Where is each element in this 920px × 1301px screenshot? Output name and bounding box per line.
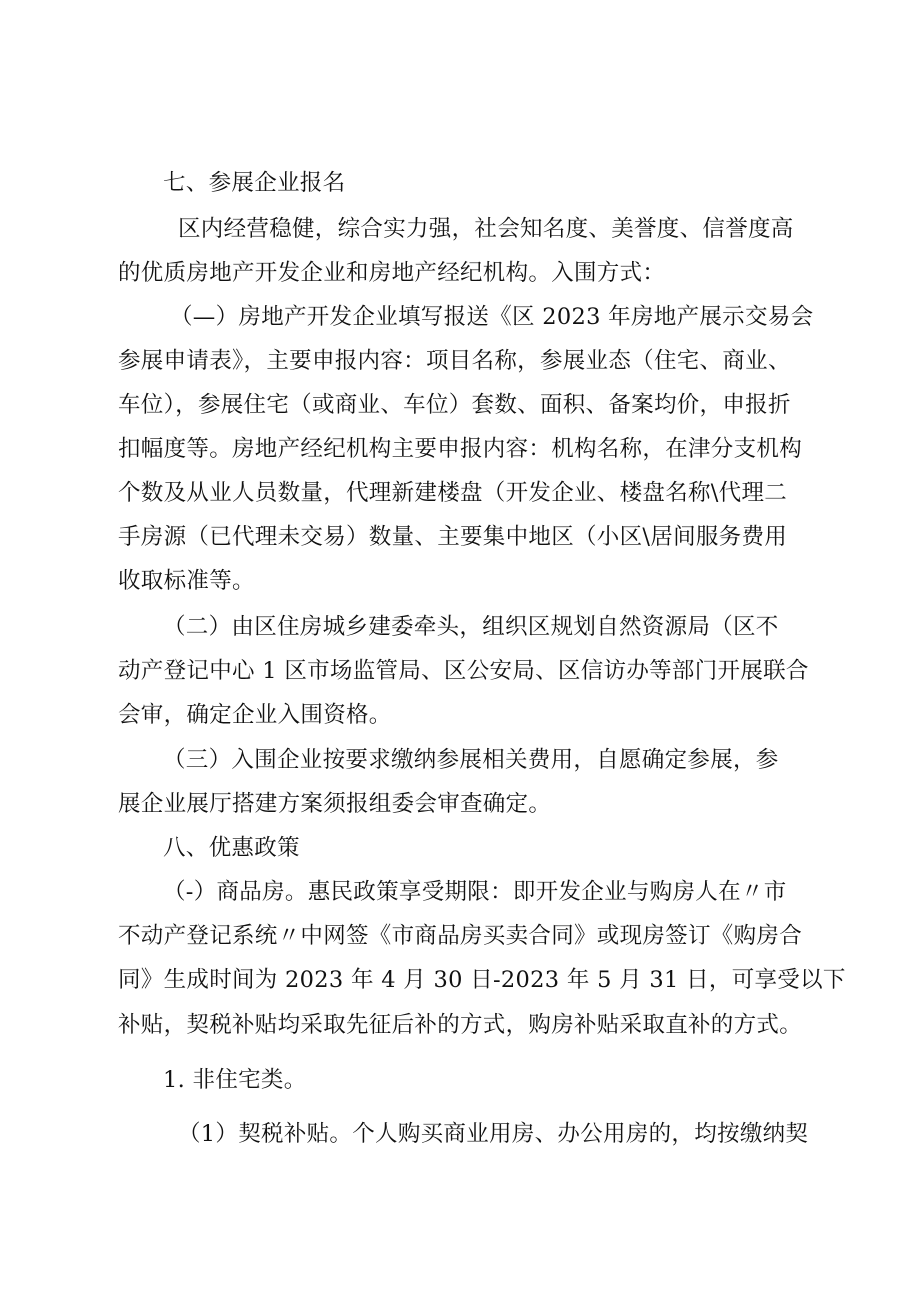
paragraph-line: （1）契税补贴。个人购买商业用房、办公用房的，均按缴纳契: [178, 1121, 809, 1147]
paragraph-line: 收取标准等。: [118, 568, 255, 594]
subsection-heading: 1. 非住宅类。: [163, 1067, 307, 1093]
paragraph-line: 手房源（已代理未交易）数量、主要集中地区（小区\居间服务费用: [118, 524, 788, 550]
paragraph-line: （三）入围企业按要求缴纳参展相关费用，自愿确定参展，参: [163, 747, 779, 773]
paragraph-line: 补贴，契税补贴均采取先征后补的方式，购房补贴采取直补的方式。: [118, 1012, 803, 1038]
paragraph-line: 扣幅度等。房地产经纪机构主要申报内容：机构名称，在津分支机构: [118, 436, 803, 462]
paragraph-line: 展企业展厅搭建方案须报组委会审查确定。: [118, 791, 552, 817]
paragraph-line: 同》生成时间为 2023 年 4 月 30 日-2023 年 5 月 31 日，可享受以下: [118, 967, 846, 993]
paragraph-line: （二）由区住房城乡建委牵头，组织区规划自然资源局（区不: [163, 614, 779, 640]
paragraph-line: （—）房地产开发企业填写报送《区 2023 年房地产展示交易会: [170, 304, 814, 330]
section-heading-8: 八、优惠政策: [163, 835, 300, 861]
paragraph-line: 的优质房地产开发企业和房地产经纪机构。入围方式：: [118, 260, 666, 286]
paragraph-line: （-）商品房。惠民政策享受期限：即开发企业与购房人在〃市: [163, 879, 787, 905]
paragraph-line: 区内经营稳健，综合实力强，社会知名度、美誉度、信誉度高: [178, 216, 794, 242]
paragraph-line: 个数及从业人员数量，代理新建楼盘（开发企业、楼盘名称\代理二: [118, 480, 788, 506]
paragraph-line: 会审，确定企业入围资格。: [118, 702, 392, 728]
paragraph-line: 参展申请表》，主要申报内容：项目名称，参展业态（住宅、商业、: [118, 348, 791, 374]
paragraph-line: 车位），参展住宅（或商业、车位）套数、面积、备案均价，申报折: [118, 392, 791, 418]
paragraph-line: 不动产登记系统〃中网签《市商品房买卖合同》或现房签订《购房合: [118, 923, 803, 949]
section-heading-7: 七、参展企业报名: [163, 170, 346, 196]
paragraph-line: 动产登记中心 1 区市场监管局、区公安局、区信访办等部门开展联合: [118, 658, 809, 684]
